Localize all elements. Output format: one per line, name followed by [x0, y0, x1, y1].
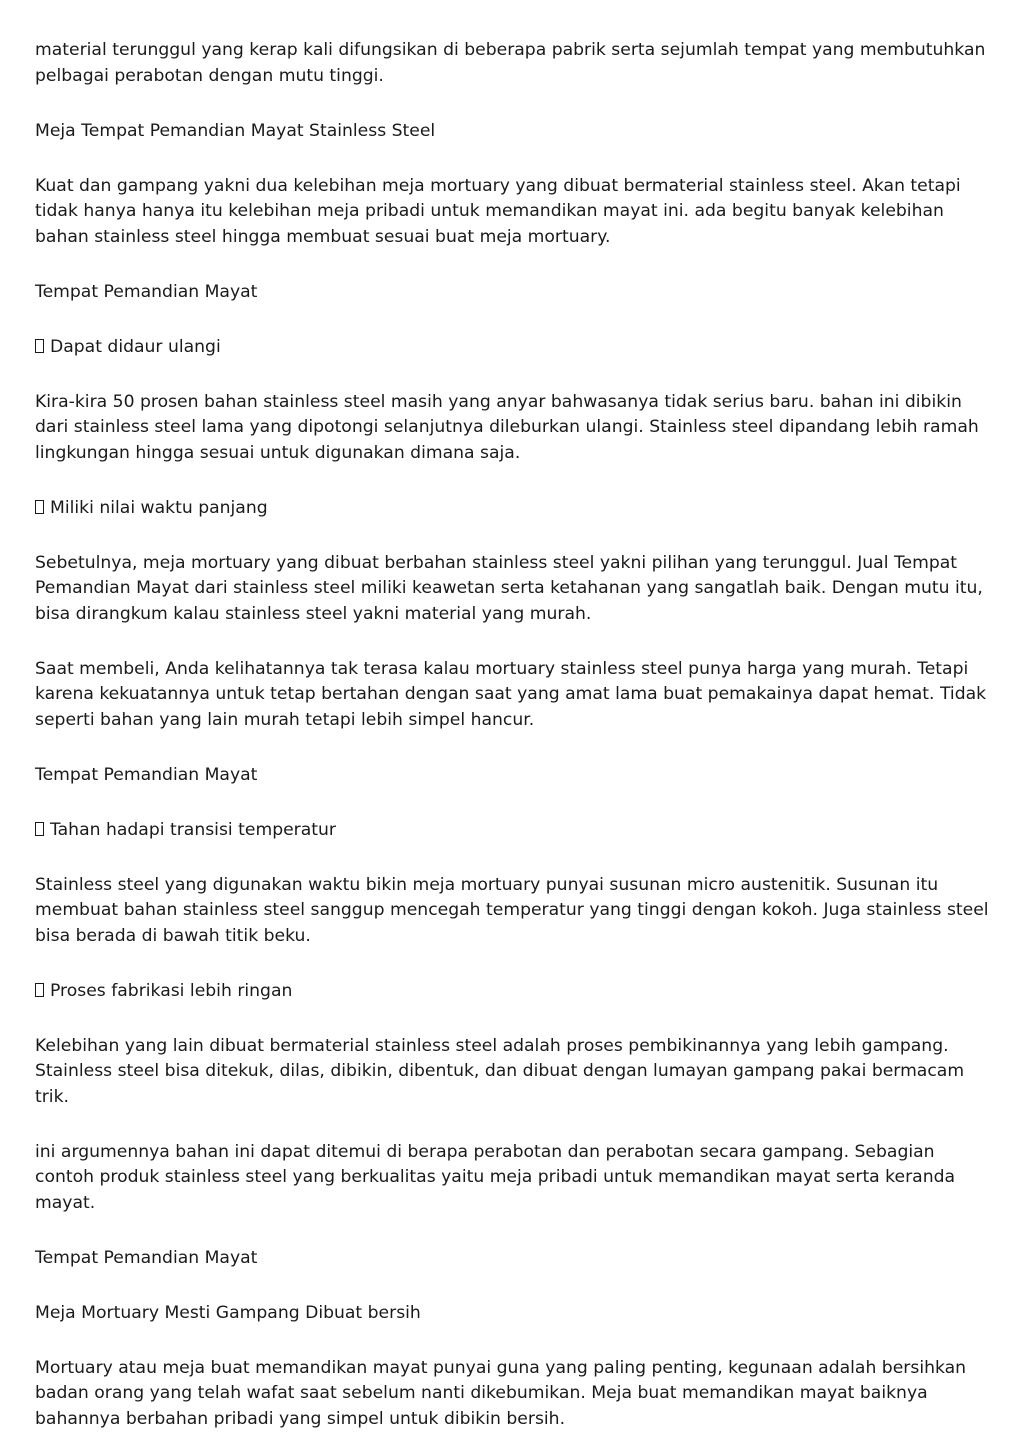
missing-glyph-icon	[35, 500, 44, 514]
bullet-nilai-waktu	[35, 496, 994, 522]
bullet-label: Miliki nilai waktu panjang	[50, 497, 268, 518]
heading-meja-stainless: Meja Tempat Pemandian Mayat Stainless Steel	[35, 120, 436, 141]
paragraph-fabrikasi: Kelebihan yang lain dibuat bermaterial stainless steel adalah proses pembikinannya yang lebih gampang. Stainless steel bisa ditekuk, dilas, dibikin, dibentuk, dan dibuat dengan lumayan gampang pakai bermacam trik.	[35, 1035, 965, 1107]
link-text-tempat-pemandian: Tempat Pemandian Mayat	[35, 1247, 258, 1268]
link-text-tempat-pemandian: Tempat Pemandian Mayat	[35, 764, 258, 785]
heading-meja-bersih: Meja Mortuary Mesti Gampang Dibuat bersih	[35, 1302, 421, 1323]
paragraph-keawetan: Sebetulnya, meja mortuary yang dibuat berbahan stainless steel yakni pilihan yang terunggul. Jual Tempat Pemandian Mayat dari stainless steel miliki keawetan serta ketahanan yang sangatlah baik. Dengan mutu itu, bisa dirangkum kalau stainless steel yakni material yang murah.	[35, 552, 983, 624]
bullet-daur-ulang	[35, 335, 994, 361]
bullet-temperatur	[35, 818, 994, 844]
paragraph-argumen: ini argumennya bahan ini dapat ditemui di berapa perabotan dan perabotan secara gampang. Sebagian contoh produk stainless steel yang berkualitas yaitu meja pribadi untuk memandikan mayat serta keranda mayat.	[35, 1141, 956, 1213]
paragraph-kelebihan: Kuat dan gampang yakni dua kelebihan meja mortuary yang dibuat bermaterial stainless steel. Akan tetapi tidak hanya hanya itu kelebihan meja pribadi untuk memandikan mayat ini. ada begitu banyak kelebihan bahan stainless steel hingga membuat sesuai buat meja mortuary.	[35, 175, 961, 247]
link-text-tempat-pemandian: Tempat Pemandian Mayat	[35, 281, 258, 302]
bullet-label: Dapat didaur ulangi	[50, 336, 221, 357]
missing-glyph-icon	[35, 339, 44, 353]
paragraph-austenitik: Stainless steel yang digunakan waktu bikin meja mortuary punyai susunan micro austenitik. Susunan itu membuat bahan stainless steel sanggup mencegah temperatur yang tinggi dengan kokoh. Juga stainless steel bisa berada di bawah titik beku.	[35, 874, 989, 946]
bullet-label: Tahan hadapi transisi temperatur	[50, 819, 336, 840]
paragraph-harga: Saat membeli, Anda kelihatannya tak terasa kalau mortuary stainless steel punya harga yang murah. Tetapi karena kekuatannya untuk tetap bertahan dengan saat yang amat lama buat pemakainya dapat hemat. Tidak seperti bahan yang lain murah tetapi lebih simpel hancur.	[35, 658, 987, 730]
paragraph-intro: material terunggul yang kerap kali difungsikan di beberapa pabrik serta sejumlah tempat yang membutuhkan pelbagai perabotan dengan mutu tinggi.	[35, 40, 986, 86]
paragraph-daur-ulang: Kira-kira 50 prosen bahan stainless steel masih yang anyar bahwasanya tidak serius baru. bahan ini dibikin dari stainless steel lama yang dipotongi selanjutnya dileburkan ulangi. Stainless steel dipandang lebih ramah lingkungan hingga sesuai untuk digunakan dimana saja.	[35, 391, 979, 463]
bullet-fabrikasi	[35, 979, 994, 1005]
bullet-label: Proses fabrikasi lebih ringan	[50, 980, 293, 1001]
paragraph-mortuary: Mortuary atau meja buat memandikan mayat punyai guna yang paling penting, kegunaan adalah bersihkan badan orang yang telah wafat saat sebelum nanti dikebumikan. Meja buat memandikan mayat baiknya bahannya berbahan pribadi yang simpel untuk dibikin bersih.	[35, 1357, 967, 1429]
missing-glyph-icon	[35, 822, 44, 836]
missing-glyph-icon	[35, 983, 44, 997]
